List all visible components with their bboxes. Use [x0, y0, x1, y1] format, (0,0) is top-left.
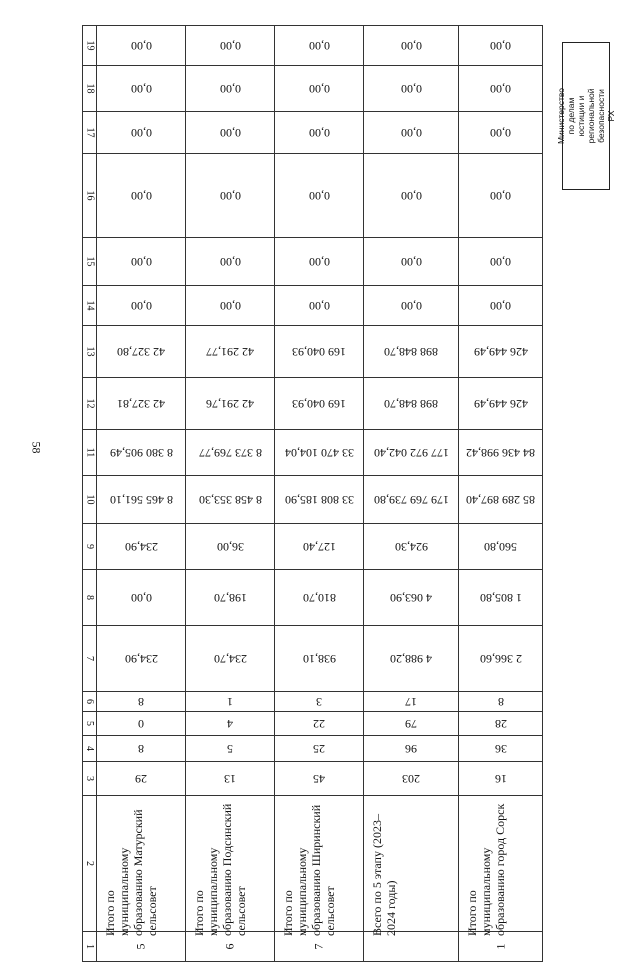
- data-table: [82, 25, 542, 950]
- value-cell: [186, 66, 275, 112]
- value-cell: [186, 26, 275, 66]
- column-number-cell: [83, 154, 97, 238]
- row-number: 5: [133, 943, 148, 950]
- table-row: [83, 66, 543, 112]
- cell-value: 0,00: [308, 299, 330, 313]
- column-number: 5: [84, 721, 95, 726]
- row-label: Итого по муниципальному образованию Подсинский сельсовет: [192, 803, 248, 936]
- value-cell: [275, 430, 364, 476]
- cell-value: 0,00: [130, 39, 152, 53]
- column-number-cell: [83, 692, 97, 712]
- cell-value: 0,00: [308, 189, 330, 203]
- cell-value: 0,00: [130, 299, 152, 313]
- value-cell: [364, 524, 459, 570]
- cell-value: 0,00: [308, 39, 330, 53]
- cell-value: 0,00: [490, 255, 511, 269]
- value-cell: [275, 238, 364, 286]
- table-row: [83, 476, 543, 524]
- cell-value: 0,00: [219, 189, 241, 203]
- value-cell: [275, 326, 364, 378]
- column-number-cell: [83, 476, 97, 524]
- cell-value: 0,00: [130, 189, 152, 203]
- column-number: 16: [84, 190, 95, 201]
- cell-value: 45: [313, 772, 325, 786]
- column-number-cell: [83, 762, 97, 796]
- cell-value: 8: [497, 695, 504, 709]
- cell-value: 0,00: [490, 299, 511, 313]
- column-number-cell: [83, 112, 97, 154]
- column-number-cell: [83, 66, 97, 112]
- value-cell: [97, 378, 186, 430]
- value-cell: [459, 430, 543, 476]
- value-cell: [364, 736, 459, 762]
- row-number: 7: [311, 943, 326, 950]
- column-number: 3: [84, 776, 95, 781]
- column-number-cell: [83, 286, 97, 326]
- value-cell: [364, 712, 459, 736]
- column-number-cell: [83, 524, 97, 570]
- value-cell: [97, 238, 186, 286]
- registration-stamp: [556, 42, 617, 190]
- value-cell: [186, 524, 275, 570]
- value-cell: [186, 238, 275, 286]
- cell-value: 127,40: [302, 540, 336, 554]
- cell-value: 42 291,77: [206, 345, 254, 359]
- column-number-cell: [83, 378, 97, 430]
- cell-value: 3: [316, 695, 322, 709]
- cell-value: 898 848,70: [384, 397, 438, 411]
- row-label: Итого по муниципальному образованию город Сорск: [465, 803, 507, 936]
- cell-value: 0,00: [219, 82, 241, 96]
- value-cell: [275, 762, 364, 796]
- cell-value: 0,00: [400, 189, 422, 203]
- column-number-cell: [83, 932, 97, 962]
- value-cell: [364, 570, 459, 626]
- table-row: [83, 626, 543, 692]
- row-label-cell: [186, 796, 275, 936]
- cell-value: 0,00: [219, 299, 241, 313]
- value-cell: [364, 692, 459, 712]
- value-cell: [459, 524, 543, 570]
- column-number: 4: [84, 746, 95, 751]
- value-cell: [459, 476, 543, 524]
- value-cell: [186, 692, 275, 712]
- table-row: [83, 286, 543, 326]
- row-label: Итого по муниципальному образованию Матурский сельсовет: [103, 809, 159, 936]
- column-number: 19: [84, 40, 95, 51]
- cell-value: 85 289 897,40: [466, 493, 535, 507]
- value-cell: [275, 626, 364, 692]
- value-cell: [186, 736, 275, 762]
- value-cell: [364, 326, 459, 378]
- value-cell: [459, 712, 543, 736]
- column-number: 11: [83, 447, 95, 458]
- value-cell: [459, 286, 543, 326]
- value-cell: [459, 154, 543, 238]
- cell-value: 1 805,80: [479, 591, 522, 605]
- cell-value: 0,00: [400, 39, 422, 53]
- value-cell: [97, 286, 186, 326]
- column-number-cell: [83, 570, 97, 626]
- value-cell: [186, 326, 275, 378]
- cell-value: 17: [405, 695, 417, 709]
- value-cell: [97, 736, 186, 762]
- cell-value: 33 470 104,04: [284, 446, 354, 460]
- value-cell: [275, 692, 364, 712]
- value-cell: [186, 112, 275, 154]
- cell-value: 0: [138, 717, 144, 731]
- cell-value: 79: [405, 717, 417, 731]
- column-number: 8: [84, 595, 95, 600]
- value-cell: [186, 154, 275, 238]
- column-number: 15: [84, 256, 95, 267]
- stamp-text: Министерство по делам юстиции и региональной безопасности РХ: [556, 87, 617, 145]
- cell-value: 2 366,60: [479, 652, 522, 666]
- value-cell: [97, 524, 186, 570]
- cell-value: 0,00: [490, 82, 511, 96]
- cell-value: 169 040,93: [292, 345, 346, 359]
- value-cell: [275, 476, 364, 524]
- value-cell: [97, 692, 186, 712]
- cell-value: 33 808 185,90: [284, 493, 354, 507]
- table-row: [83, 326, 543, 378]
- row-number-cell: [186, 932, 275, 962]
- row-number-cell: [97, 932, 186, 962]
- cell-value: 426 449,49: [473, 397, 528, 411]
- value-cell: [186, 430, 275, 476]
- value-cell: [459, 326, 543, 378]
- value-cell: [364, 26, 459, 66]
- value-cell: [364, 626, 459, 692]
- cell-value: 0,00: [400, 126, 422, 140]
- value-cell: [364, 66, 459, 112]
- column-number: 18: [84, 83, 95, 94]
- cell-value: 1: [227, 695, 233, 709]
- table-row: [83, 378, 543, 430]
- cell-value: 96: [405, 742, 417, 756]
- cell-value: 8 465 561,10: [109, 493, 173, 507]
- cell-value: 36,00: [216, 540, 244, 554]
- value-cell: [364, 430, 459, 476]
- value-cell: [459, 692, 543, 712]
- value-cell: [364, 238, 459, 286]
- column-number-cell: [83, 796, 97, 932]
- cell-value: 0,00: [400, 255, 422, 269]
- cell-value: 25: [313, 742, 325, 756]
- row-number-cell: [459, 932, 543, 962]
- value-cell: [97, 570, 186, 626]
- value-cell: [275, 154, 364, 238]
- table-row: [83, 524, 543, 570]
- cell-value: 560,80: [484, 540, 517, 554]
- value-cell: [97, 626, 186, 692]
- cell-value: 8: [138, 742, 144, 756]
- value-cell: [275, 286, 364, 326]
- cell-value: 0,00: [130, 255, 152, 269]
- cell-value: 0,00: [130, 82, 152, 96]
- table-row: [83, 154, 543, 238]
- value-cell: [275, 712, 364, 736]
- column-number-cell: [83, 238, 97, 286]
- cell-value: 234,90: [124, 652, 158, 666]
- column-number: 10: [84, 494, 95, 505]
- value-cell: [459, 112, 543, 154]
- cell-value: 924,30: [394, 540, 428, 554]
- column-number: 7: [84, 656, 95, 661]
- row-label-cell: [275, 796, 364, 936]
- row-label-cell: [364, 796, 459, 936]
- column-number-cell: [83, 736, 97, 762]
- value-cell: [97, 154, 186, 238]
- value-cell: [275, 26, 364, 66]
- cell-value: 4 988,20: [390, 652, 432, 666]
- value-cell: [186, 626, 275, 692]
- value-cell: [275, 736, 364, 762]
- value-cell: [275, 378, 364, 430]
- row-label: Итого по муниципальному образованию Ширинский сельсовет: [281, 804, 337, 936]
- cell-value: 8 373 769,77: [198, 446, 262, 460]
- table-row: [83, 796, 543, 932]
- cell-value: 13: [224, 772, 236, 786]
- column-number: 13: [84, 346, 95, 357]
- column-number-cell: [83, 26, 97, 66]
- page-number: 58: [29, 441, 44, 454]
- table-row: [83, 112, 543, 154]
- value-cell: [459, 736, 543, 762]
- value-cell: [459, 570, 543, 626]
- cell-value: 810,70: [302, 591, 336, 605]
- value-cell: [275, 112, 364, 154]
- value-cell: [97, 476, 186, 524]
- cell-value: 234,70: [213, 652, 247, 666]
- cell-value: 36: [494, 742, 507, 756]
- cell-value: 0,00: [219, 39, 241, 53]
- value-cell: [275, 66, 364, 112]
- cell-value: 179 769 739,80: [373, 493, 449, 507]
- table-row: [83, 712, 543, 736]
- row-number: 6: [222, 943, 237, 950]
- cell-value: 938,10: [302, 652, 336, 666]
- value-cell: [364, 112, 459, 154]
- table-row: [83, 430, 543, 476]
- cell-value: 0,00: [490, 39, 511, 53]
- cell-value: 0,00: [400, 299, 422, 313]
- cell-value: 22: [313, 717, 325, 731]
- value-cell: [186, 712, 275, 736]
- cell-value: 0,00: [219, 255, 241, 269]
- column-number: 14: [84, 300, 95, 311]
- value-cell: [97, 762, 186, 796]
- table-row: [83, 736, 543, 762]
- cell-value: 203: [402, 772, 420, 786]
- cell-value: 8 380 905,49: [109, 446, 173, 460]
- row-number-cell: [275, 932, 364, 962]
- column-number: 6: [84, 699, 95, 704]
- value-cell: [97, 66, 186, 112]
- value-cell: [364, 154, 459, 238]
- cell-value: 84 436 998,42: [466, 446, 535, 460]
- column-number: 2: [84, 861, 95, 866]
- value-cell: [364, 476, 459, 524]
- value-cell: [97, 326, 186, 378]
- value-cell: [97, 112, 186, 154]
- cell-value: 234,90: [124, 540, 158, 554]
- cell-value: 28: [494, 717, 507, 731]
- value-cell: [186, 378, 275, 430]
- row-label-cell: [459, 796, 543, 936]
- cell-value: 0,00: [308, 126, 330, 140]
- cell-value: 0,00: [490, 126, 511, 140]
- column-number-cell: [83, 326, 97, 378]
- table-row: [83, 26, 543, 66]
- cell-value: 898 848,70: [384, 345, 438, 359]
- table-row: [83, 692, 543, 712]
- cell-value: 5: [227, 742, 233, 756]
- cell-value: 169 040,93: [292, 397, 346, 411]
- table-row: [83, 570, 543, 626]
- column-number: 1: [84, 944, 95, 949]
- cell-value: 42 327,80: [117, 345, 165, 359]
- value-cell: [459, 378, 543, 430]
- cell-value: 42 327,81: [117, 397, 165, 411]
- column-number-cell: [83, 712, 97, 736]
- row-number-cell: [364, 932, 459, 962]
- cell-value: 8: [138, 695, 144, 709]
- column-number: 9: [84, 544, 95, 549]
- cell-value: 16: [494, 772, 507, 786]
- value-cell: [275, 524, 364, 570]
- value-cell: [97, 430, 186, 476]
- value-cell: [459, 26, 543, 66]
- value-cell: [459, 238, 543, 286]
- cell-value: 426 449,49: [473, 345, 528, 359]
- value-cell: [186, 570, 275, 626]
- value-cell: [364, 286, 459, 326]
- table-row: [83, 932, 543, 962]
- cell-value: 0,00: [308, 82, 330, 96]
- column-number: 12: [84, 398, 95, 409]
- value-cell: [186, 476, 275, 524]
- table-row: [83, 238, 543, 286]
- column-number-cell: [83, 430, 97, 476]
- value-cell: [186, 286, 275, 326]
- column-number-cell: [83, 626, 97, 692]
- cell-value: 177 972 042,40: [373, 446, 449, 460]
- cell-value: 198,70: [213, 591, 247, 605]
- cell-value: 42 291,76: [206, 397, 254, 411]
- value-cell: [459, 66, 543, 112]
- table-row: [83, 762, 543, 796]
- cell-value: 4 063,90: [390, 591, 432, 605]
- value-cell: [97, 712, 186, 736]
- cell-value: 0,00: [490, 189, 511, 203]
- value-cell: [364, 378, 459, 430]
- column-number: 17: [84, 127, 95, 138]
- cell-value: 8 458 353,30: [198, 493, 262, 507]
- value-cell: [364, 762, 459, 796]
- row-label: Всего по 5 этапу (2023–2024 годы): [370, 814, 398, 936]
- row-number: 1: [493, 943, 507, 950]
- cell-value: 0,00: [400, 82, 422, 96]
- row-label-cell: [97, 796, 186, 936]
- cell-value: 0,00: [130, 126, 152, 140]
- cell-value: 0,00: [308, 255, 330, 269]
- value-cell: [275, 570, 364, 626]
- value-cell: [459, 626, 543, 692]
- value-cell: [97, 26, 186, 66]
- value-cell: [186, 762, 275, 796]
- cell-value: 0,00: [130, 591, 152, 605]
- cell-value: 0,00: [219, 126, 241, 140]
- cell-value: 29: [135, 772, 147, 786]
- value-cell: [459, 762, 543, 796]
- cell-value: 4: [227, 717, 233, 731]
